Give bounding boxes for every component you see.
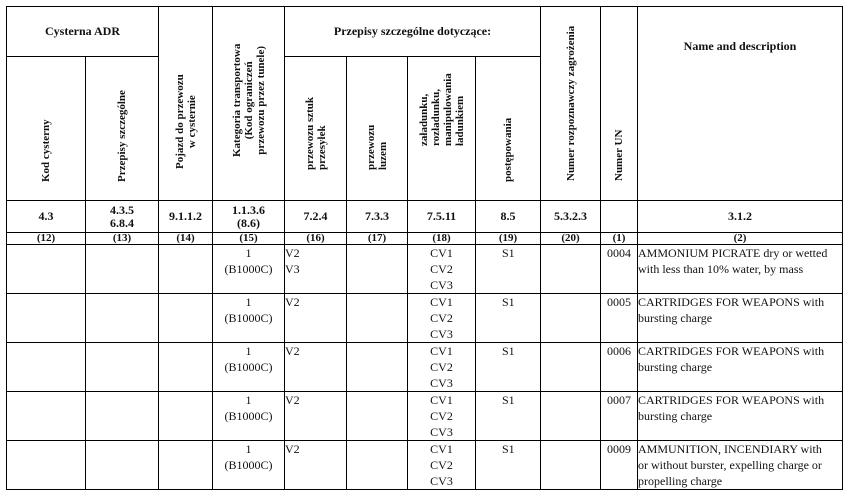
header-kategoria-line3: przewozu przez tunele)	[254, 45, 267, 155]
zaladunku-cell	[408, 392, 476, 441]
header-przewozu-luzem: przewozu luzem	[347, 57, 408, 201]
przepisy-szczegolne-cell	[86, 392, 159, 441]
tunnel-code: (B1000C)	[224, 409, 273, 423]
zagrozenia-cell	[541, 392, 601, 441]
postepowania-cell: S1	[476, 245, 541, 294]
ref-19: 8.5	[476, 201, 541, 233]
description-line: CARTRIDGES FOR WEAPONS with	[638, 393, 825, 407]
header-kategoria	[213, 7, 285, 201]
ref-16: 7.2.4	[285, 201, 347, 233]
kod-cysterny-cell	[7, 392, 86, 441]
description-line: AMMUNITION, INCENDIARY with	[638, 442, 822, 456]
colnum-1: (1)	[601, 233, 638, 245]
un-number: 0006	[601, 343, 638, 392]
przepisy-szczegolne-cell	[86, 294, 159, 343]
sztuk-cell	[285, 245, 347, 294]
cv-code: CV3	[430, 425, 453, 439]
zagrozenia-cell	[541, 294, 601, 343]
zaladunku-cell	[408, 441, 476, 490]
kod-cysterny-cell	[7, 294, 86, 343]
description-line: CARTRIDGES FOR WEAPONS with	[638, 295, 825, 309]
description-line: with less than 10% water, by mass	[638, 262, 804, 276]
un-number: 0007	[601, 392, 638, 441]
przepisy-szczegolne-cell	[86, 441, 159, 490]
postepowania-cell: S1	[476, 343, 541, 392]
cv-code: CV3	[430, 278, 453, 292]
header-kategoria-line2: (Kod ograniczeń	[242, 60, 255, 139]
colnum-18: (18)	[408, 233, 476, 245]
ref-13	[86, 201, 159, 233]
table-row	[7, 441, 843, 490]
sztuk-cell	[285, 343, 347, 392]
colnum-15: (15)	[213, 233, 285, 245]
description-cell	[638, 294, 843, 343]
header-row-1	[7, 7, 843, 57]
reference-row	[7, 201, 843, 233]
cv-code: CV2	[430, 360, 453, 374]
header-pojazd-line1: Pojazd do przewozu	[173, 73, 186, 169]
description-line: AMMONIUM PICRATE dry or wetted	[638, 246, 828, 260]
description-line: bursting charge	[638, 360, 713, 374]
v-code: V2	[285, 344, 300, 358]
ref-20: 5.3.2.3	[541, 201, 601, 233]
tunnel-code: (B1000C)	[224, 262, 273, 276]
pojazd-cell	[159, 392, 213, 441]
kategoria-cell	[213, 392, 285, 441]
postepowania-cell: S1	[476, 441, 541, 490]
postepowania-cell: S1	[476, 392, 541, 441]
colnum-19: (19)	[476, 233, 541, 245]
ref-18: 7.5.11	[408, 201, 476, 233]
colnum-16: (16)	[285, 233, 347, 245]
transport-category: 1	[245, 295, 252, 309]
pojazd-cell	[159, 245, 213, 294]
cv-code: CV1	[430, 295, 453, 309]
description-cell	[638, 245, 843, 294]
kod-cysterny-cell	[7, 343, 86, 392]
ref-13-line2: 6.8.4	[110, 215, 134, 230]
cv-code: CV3	[430, 376, 453, 390]
table-row	[7, 294, 843, 343]
tunnel-code: (B1000C)	[224, 458, 273, 472]
v-code: V3	[285, 262, 300, 276]
header-cysterna-adr: Cysterna ADR	[7, 7, 159, 57]
zaladunku-cell	[408, 245, 476, 294]
description-line: bursting charge	[638, 311, 713, 325]
ref-12: 4.3	[7, 201, 86, 233]
przepisy-szczegolne-cell	[86, 245, 159, 294]
description-line: CARTRIDGES FOR WEAPONS with	[638, 344, 825, 358]
column-number-row	[7, 233, 843, 245]
colnum-14: (14)	[159, 233, 213, 245]
cv-code: CV3	[430, 474, 453, 488]
header-pojazd-line2: w cysternie	[185, 94, 198, 148]
ref-17: 7.3.3	[347, 201, 408, 233]
colnum-17: (17)	[347, 233, 408, 245]
colnum-2: (2)	[638, 233, 843, 245]
sztuk-cell	[285, 294, 347, 343]
zagrozenia-cell	[541, 441, 601, 490]
tunnel-code: (B1000C)	[224, 360, 273, 374]
luzem-cell	[347, 245, 408, 294]
colnum-20: (20)	[541, 233, 601, 245]
v-code: V2	[285, 295, 300, 309]
un-number: 0004	[601, 245, 638, 294]
pojazd-cell	[159, 343, 213, 392]
cv-code: CV1	[430, 393, 453, 407]
cv-code: CV3	[430, 327, 453, 341]
description-line: propelling charge	[638, 474, 723, 488]
cv-code: CV1	[430, 246, 453, 260]
ref-14: 9.1.1.2	[159, 201, 213, 233]
table-row	[7, 392, 843, 441]
adr-table	[6, 6, 843, 490]
header-przepisy-dotyczace: Przepisy szczególne dotyczące:	[285, 7, 541, 57]
header-kategoria-line1: Kategoria transportowa	[230, 43, 243, 157]
kod-cysterny-cell	[7, 245, 86, 294]
header-przepisy-szczegolne: Przepisy szczególne	[86, 57, 159, 201]
luzem-cell	[347, 343, 408, 392]
description-cell	[638, 343, 843, 392]
header-name-description: Name and description	[638, 7, 843, 201]
colnum-13: (13)	[86, 233, 159, 245]
cv-code: CV2	[430, 262, 453, 276]
header-pojazd	[159, 7, 213, 201]
transport-category: 1	[245, 344, 252, 358]
v-code: V2	[285, 393, 300, 407]
kod-cysterny-cell	[7, 441, 86, 490]
pojazd-cell	[159, 294, 213, 343]
description-cell	[638, 392, 843, 441]
un-number: 0005	[601, 294, 638, 343]
ref-13-line1: 4.3.5	[110, 202, 134, 217]
description-line: or without burster, expelling charge or	[638, 458, 822, 472]
header-przewozu-sztuk: przewozu sztuk przesyłek	[285, 57, 347, 201]
cv-code: CV1	[430, 344, 453, 358]
header-postepowania: postępowania	[476, 57, 541, 201]
v-code: V2	[285, 442, 300, 456]
cv-code: CV2	[430, 311, 453, 325]
ref-15-line1: 1.1.3.6	[232, 202, 265, 217]
ref-1	[601, 201, 638, 233]
kategoria-cell	[213, 343, 285, 392]
table-row	[7, 245, 843, 294]
ref-15	[213, 201, 285, 233]
zagrozenia-cell	[541, 245, 601, 294]
transport-category: 1	[245, 442, 252, 456]
table-row	[7, 343, 843, 392]
sztuk-cell	[285, 441, 347, 490]
header-kod-cysterny: Kod cysterny	[7, 57, 86, 201]
luzem-cell	[347, 441, 408, 490]
kategoria-cell	[213, 441, 285, 490]
ref-2: 3.1.2	[638, 201, 843, 233]
luzem-cell	[347, 294, 408, 343]
przepisy-szczegolne-cell	[86, 343, 159, 392]
cv-code: CV2	[430, 458, 453, 472]
un-number: 0009	[601, 441, 638, 490]
v-code: V2	[285, 246, 300, 260]
header-zaladunku: załadunku, rozładunku, manipulowania ładunkiem	[408, 57, 476, 201]
header-numer-zagrozenia: Numer rozpoznawczy zagrożenia	[541, 7, 601, 201]
transport-category: 1	[245, 393, 252, 407]
tunnel-code: (B1000C)	[224, 311, 273, 325]
cv-code: CV2	[430, 409, 453, 423]
ref-15-line2: (8.6)	[237, 215, 260, 230]
pojazd-cell	[159, 441, 213, 490]
description-cell	[638, 441, 843, 490]
kategoria-cell	[213, 294, 285, 343]
zaladunku-cell	[408, 343, 476, 392]
colnum-12: (12)	[7, 233, 86, 245]
zagrozenia-cell	[541, 343, 601, 392]
sztuk-cell	[285, 392, 347, 441]
kategoria-cell	[213, 245, 285, 294]
cv-code: CV1	[430, 442, 453, 456]
luzem-cell	[347, 392, 408, 441]
transport-category: 1	[245, 246, 252, 260]
zaladunku-cell	[408, 294, 476, 343]
postepowania-cell: S1	[476, 294, 541, 343]
header-numer-un: Numer UN	[601, 7, 638, 201]
description-line: bursting charge	[638, 409, 713, 423]
